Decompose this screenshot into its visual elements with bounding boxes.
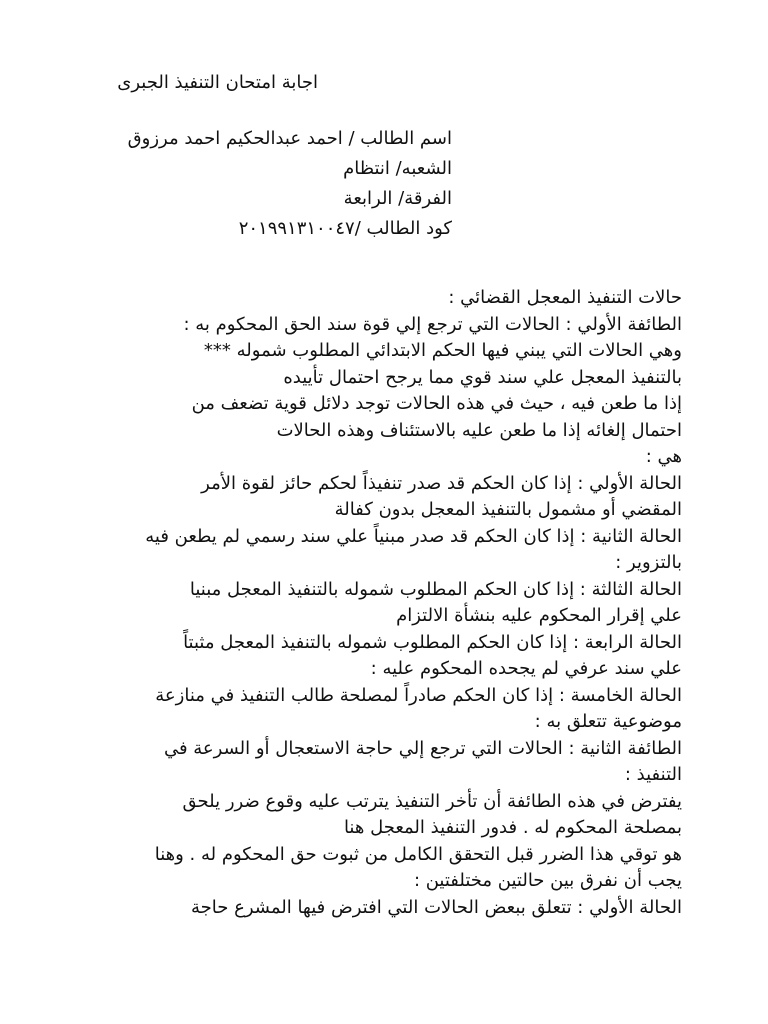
student-info [32,124,452,244]
document-title: اجابة امتحان التنفيذ الجبرى [117,72,318,93]
body-line: الحالة الأولي : تتعلق ببعض الحالات التي افترض فيها المشرع حاجة [190,896,682,918]
body-line: المقضي أو مشمول بالتنفيذ المعجل بدون كفالة [334,499,682,520]
body-line: بالتنفيذ المعجل علي سند قوي مما يرجح احتمال تأييده [283,366,682,388]
body-line: الطائفة الثانية : الحالات التي ترجع إلي حاجة الاستعجال أو السرعة في [163,737,682,759]
body-line: إذا ما طعن فيه ، حيث في هذه الحالات توجد دلائل قوية تضعف من [191,393,682,414]
body-line: الحالة الخامسة : إذا كان الحكم صادراً لمصلحة طالب التنفيذ في منازعة [155,684,682,706]
body-line: التنفيذ : [624,764,682,785]
student-name-line: اسم الطالب / احمد عبدالحكيم احمد مرزوق [127,128,452,149]
body-line: حالات التنفيذ المعجل القضائي : [448,287,682,308]
body-line: علي سند عرفي لم يجحده المحكوم عليه : [370,658,682,679]
student-division-line: الشعبه/ انتظام [343,158,452,179]
body-line: الحالة الثانية : إذا كان الحكم قد صدر مبنياً علي سند رسمي لم يطعن فيه [145,525,682,547]
body-line: هو توقي هذا الضرر قبل التحقق الكامل من ثبوت حق المحكوم له . وهنا [154,843,682,865]
answer-body [58,285,682,921]
body-line: احتمال إلغائه إذا ما طعن عليه بالاستئناف وهذه الحالات [276,419,682,441]
body-line: الحالة الرابعة : إذا كان الحكم المطلوب شموله بالتنفيذ المعجل مثبتاً [183,631,682,653]
body-line: بالتزوير : [615,552,682,573]
body-line: الطائفة الأولي : الحالات التي ترجع إلي قوة سند الحق المحكوم به : [183,313,682,335]
body-line: موضوعية تتعلق به : [534,711,682,732]
body-line: وهي الحالات التي يبني فيها الحكم الابتدائي المطلوب شموله *** [203,340,682,361]
body-line: علي إقرار المحكوم عليه بنشأة الالتزام [396,605,682,626]
student-year-line: الفرقة/ الرابعة [343,188,452,209]
body-line: بمصلحة المحكوم له . فدور التنفيذ المعجل هنا [343,817,682,838]
student-code-line: كود الطالب /٢٠١٩٩١٣١٠٠٤٧ [238,218,452,239]
body-line: الحالة الثالثة : إذا كان الحكم المطلوب شموله بالتنفيذ المعجل مبنيا [189,578,682,600]
body-line: الحالة الأولي : إذا كان الحكم قد صدر تنفيذاً لحكم حائز لقوة الأمر [201,472,682,494]
body-line: يجب أن نفرق بين حالتين مختلفتين : [413,870,682,891]
body-line: هي : [645,446,682,467]
body-line: يفترض في هذه الطائفة أن تأخر التنفيذ يترتب عليه وقوع ضرر يلحق [182,790,682,812]
